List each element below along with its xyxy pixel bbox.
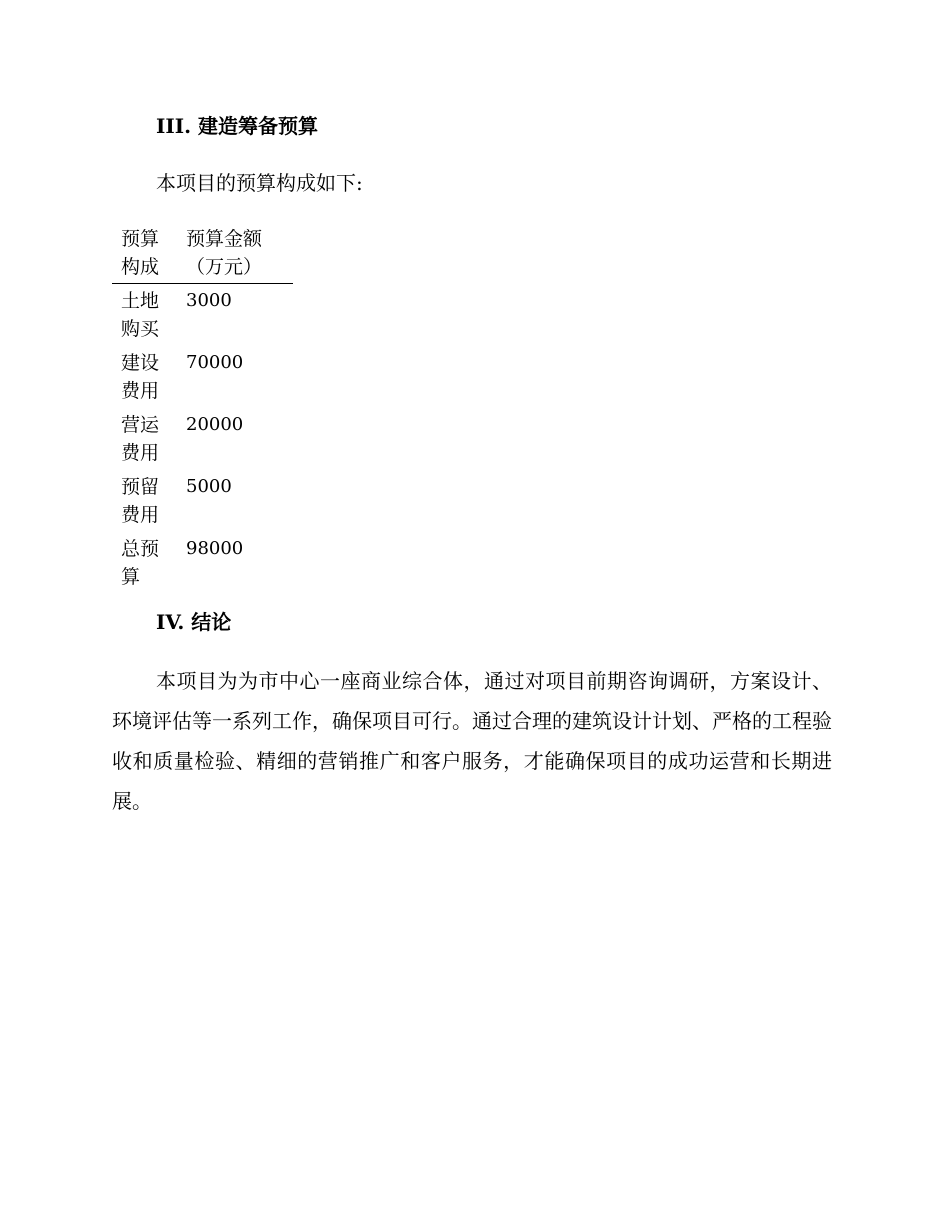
table-row — [112, 532, 293, 594]
budget-table — [112, 225, 293, 594]
section-heading-conclusion: IV. 结论 — [156, 610, 232, 634]
conclusion-paragraph: 本项目为为市中心一座商业综合体，通过对项目前期咨询调研，方案设计、环境评估等一系列工作，确保项目可行。通过合理的建筑设计计划、严格的工程验收和质量检验、精细的营销推广和客户服务，才能确保项目的成功运营和长期进展。 — [112, 669, 832, 813]
row-item: 总预算 — [121, 538, 160, 588]
row-item: 营运费用 — [121, 414, 160, 464]
table-row — [112, 346, 293, 408]
table-header-row — [112, 225, 293, 284]
header-budget-item: 预算构成 — [121, 228, 160, 278]
row-item: 土地购买 — [121, 290, 160, 340]
row-amount: 98000 — [186, 538, 244, 559]
table-row — [112, 470, 293, 532]
row-item: 建设费用 — [121, 352, 160, 402]
section-heading-budget: III. 建造筹备预算 — [156, 114, 318, 138]
row-amount: 5000 — [186, 476, 232, 497]
row-amount: 3000 — [186, 290, 232, 311]
row-item: 预留费用 — [121, 476, 160, 526]
row-amount: 20000 — [186, 414, 244, 435]
row-amount: 70000 — [186, 352, 244, 373]
budget-intro-text: 本项目的预算构成如下: — [156, 171, 363, 195]
header-budget-amount: 预算金额（万元） — [186, 228, 263, 278]
table-row — [112, 408, 293, 470]
table-row — [112, 284, 293, 346]
